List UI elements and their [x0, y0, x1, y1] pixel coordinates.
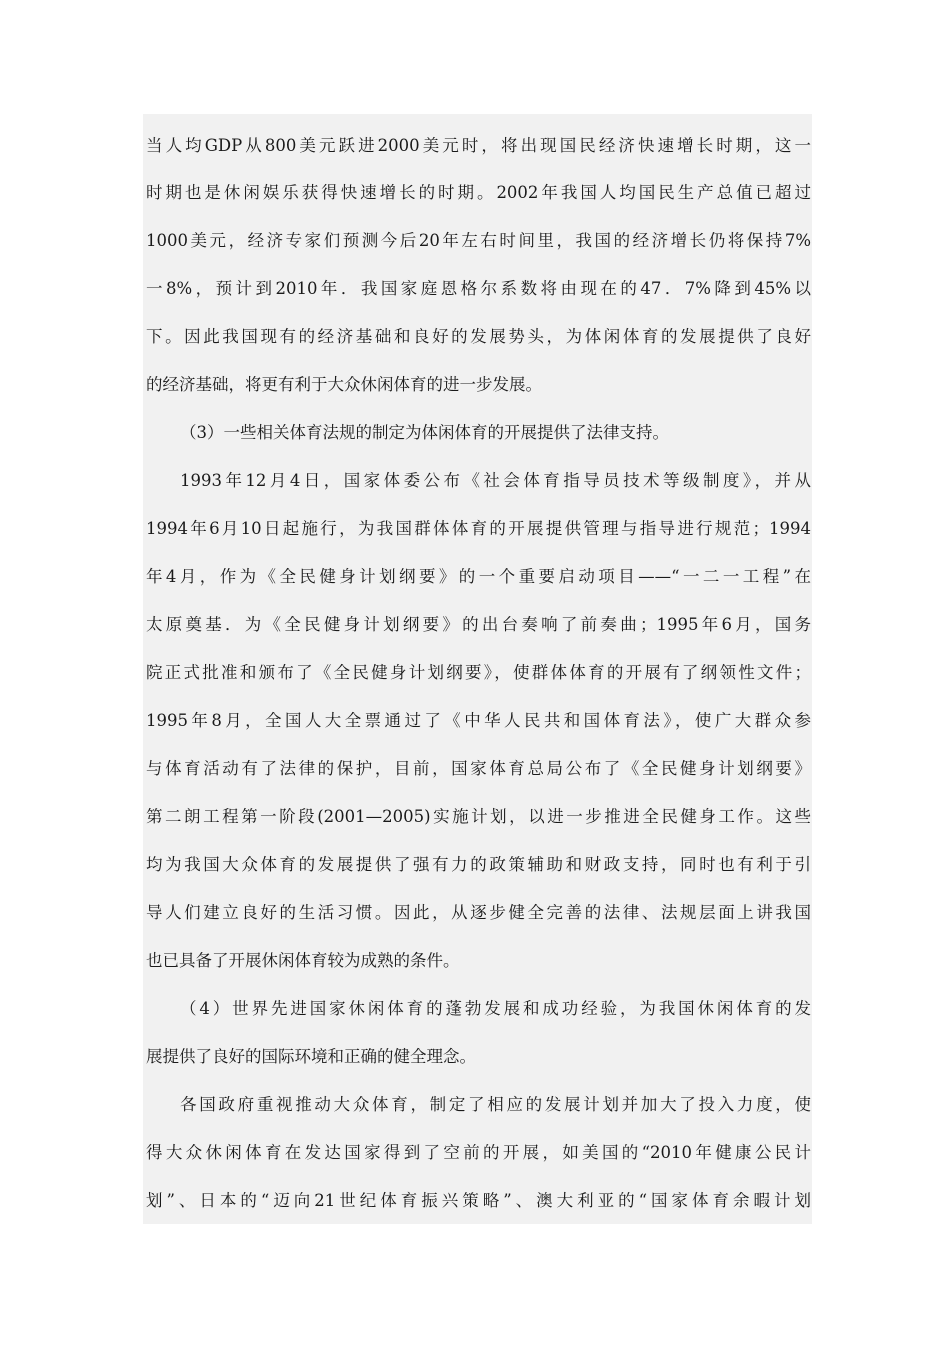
- text-line: 与体育活动有了法律的保护，目前，国家体育总局公布了《全民健身计划纲要》: [146, 759, 811, 778]
- text-line: 也已具备了开展休闲体育较为成熟的条件。: [146, 951, 460, 970]
- text-line: 导人们建立良好的生活习惯。因此，从逐步健全完善的法律、法规层面上讲我国: [146, 903, 811, 922]
- text-line: 1993年12月4日，国家体委公布《社会体育指导员技术等级制度》，并从: [180, 471, 811, 490]
- section-heading: （4）世界先进国家休闲体育的蓬勃发展和成功经验，为我国休闲体育的发: [180, 999, 811, 1018]
- document-text-block: [143, 114, 812, 1224]
- text-line: 划”、日本的“迈向21世纪体育振兴策略”、澳大利亚的“国家体育余暇计划: [146, 1191, 811, 1210]
- text-line: 1994年6月10日起施行，为我国群体体育的开展提供管理与指导进行规范；1994: [146, 519, 811, 538]
- text-line: 时期也是休闲娱乐获得快速增长的时期。2002年我国人均国民生产总值已超过: [146, 183, 811, 202]
- text-line: 得大众休闲体育在发达国家得到了空前的开展，如美国的“2010年健康公民计: [146, 1143, 811, 1162]
- text-line: 太原奠基．为《全民健身计划纲要》的出台奏响了前奏曲；1995年6月，国务: [146, 615, 811, 634]
- text-line: 下。因此我国现有的经济基础和良好的发展势头，为体闲体育的发展提供了良好: [146, 327, 811, 346]
- text-line: 当人均GDP从800美元跃进2000美元时，将出现国民经济快速增长时期，这一: [146, 136, 811, 155]
- text-line: 第二朗工程第一阶段(2001—2005)实施计划，以进一步推进全民健身工作。这些: [146, 807, 811, 826]
- text-line: 院正式批准和颁布了《全民健身计划纲要》，使群体体育的开展有了纲领性文件；: [146, 663, 811, 682]
- text-line: 一8%，预计到2010年．我国家庭恩格尔系数将由现在的47．7%降到45%以: [146, 279, 811, 298]
- text-line: 各国政府重视推动大众体育，制定了相应的发展计划并加大了投入力度，使: [180, 1095, 811, 1114]
- text-line: 均为我国大众体育的发展提供了强有力的政策辅助和财政支持，同时也有利于引: [146, 855, 811, 874]
- section-heading: （3）一些相关体育法规的制定为体闲体育的开展提供了法律支持。: [180, 423, 669, 442]
- text-line: 的经济基础，将更有利于大众休闲体育的进一步发展。: [146, 375, 542, 394]
- text-line: 1995年8月，全国人大全票通过了《中华人民共和国体育法》，使广大群众参: [146, 711, 811, 730]
- text-line: 展提供了良好的国际环境和正确的健全理念。: [146, 1047, 476, 1066]
- text-line: 年4月，作为《全民健身计划纲要》的一个重要启动项目——“一二一工程”在: [146, 567, 811, 586]
- text-line: 1000美元，经济专家们预测今后20年左右时间里，我国的经济增长仍将保持7%: [146, 231, 811, 250]
